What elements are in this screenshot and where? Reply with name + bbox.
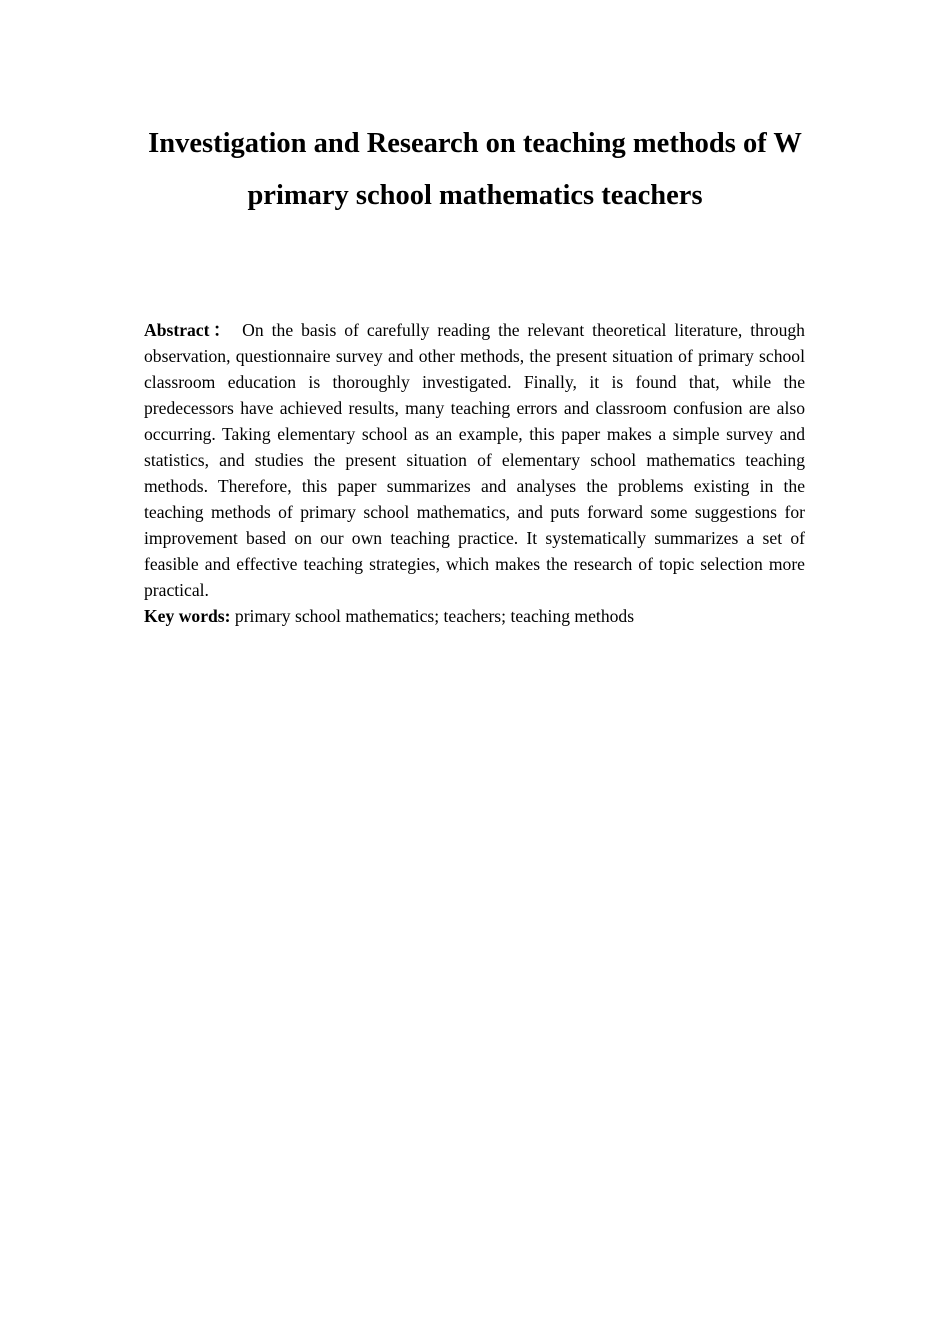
abstract-label: Abstract： [144,320,235,340]
keywords-paragraph [144,603,805,629]
abstract-section [144,317,805,629]
keywords-label: Key words: [144,606,231,626]
abstract-paragraph [144,317,805,603]
paper-title: Investigation and Research on teaching methods of W primary school mathematics teachers [148,128,802,211]
keywords-text: primary school mathematics; teachers; teaching methods [234,606,635,626]
abstract-text: On the basis of carefully reading the relevant theoretical literature, through observation, questionnaire survey and other methods, the present situation of primary school classroom education is thoroughly investigated. Finally, it is found that, while the predecessors have achieved results, many teaching errors and classroom confusion are also occurring. Taking elementary school as an example, this paper makes a simple survey and statistics, and studies the present situation of elementary school mathematics teaching methods. Therefore, this paper summarizes and analyses the problems existing in the teaching methods of primary school mathematics, and puts forward some suggestions for improvement based on our own teaching practice. It systematically summarizes a set of feasible and effective teaching strategies, which makes the research of topic selection more practical. [144,320,805,600]
